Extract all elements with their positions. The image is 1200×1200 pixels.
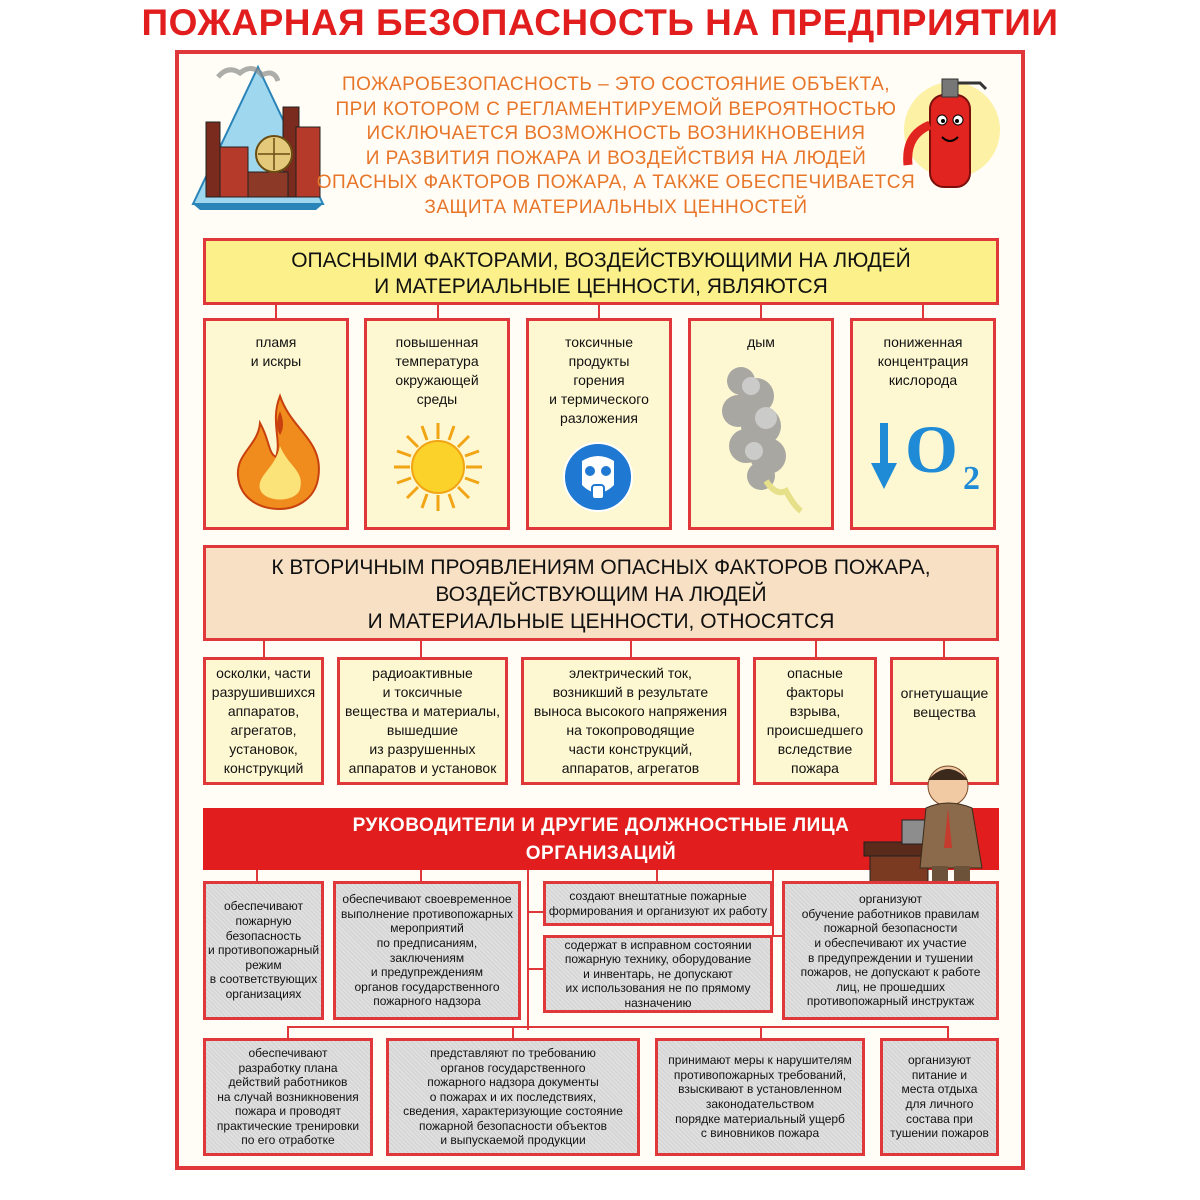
connector [815,641,817,657]
item-text: пожара [791,760,839,776]
secondary-item-fragments [203,657,324,785]
duty-text: и инвентарь, не допускают [583,966,733,981]
factor-text: среды [416,391,458,407]
factor-text: разложения [560,410,638,426]
duty-text: создают внештатные пожарные [569,888,747,903]
duty-text: содержат в исправном состоянии [564,937,752,952]
duty-text: пожарной безопасности объектов [418,1118,608,1133]
duty-text: выполнение противопожарных [341,906,513,921]
connector [527,870,529,1030]
duty-text: мероприятий [390,921,464,936]
duty-text: и обеспечивают их участие [814,935,967,950]
factor-text: пониженная [883,334,963,350]
header-line: ОПАСНЫМИ ФАКТОРАМИ, ВОЗДЕЙСТВУЮЩИМИ НА ЛЮДЕЙ [291,249,911,272]
factor-smoke [688,318,834,530]
header-line: ВОЗДЕЙСТВУЮЩИМ НА ЛЮДЕЙ [435,583,767,606]
duty-text: питание и [911,1067,968,1082]
intro-line: ОПАСНЫХ ФАКТОРОВ ПОЖАРА, А ТАКЖЕ ОБЕСПЕЧИВАЕТСЯ [316,172,916,193]
duty-text: организуют [858,892,923,907]
duty-text: и предупреждениям [370,965,484,980]
intro-line: ЗАЩИТА МАТЕРИАЛЬНЫХ ЦЕННОСТЕЙ [424,196,808,218]
intro-line: И РАЗВИТИЯ ПОЖАРА И ВОЗДЕЙСТВИЯ НА ЛЮДЕЙ [365,147,867,169]
item-text: вещества [913,704,976,720]
duty-text: на случай возникновения [217,1089,359,1104]
duty-text: состава при [906,1111,973,1126]
duty-text: лиц, не прошедших [835,979,946,994]
intro-line: ПОЖАРОБЕЗОПАСНОСТЬ – ЭТО СОСТОЯНИЕ ОБЪЕКТА, [341,74,891,95]
duty-text: организациях [225,986,302,1001]
connector [760,305,762,318]
duty-text: органов государственного [440,1060,586,1075]
header-line: И МАТЕРИАЛЬНЫЕ ЦЕННОСТИ, ЯВЛЯЮТСЯ [374,275,828,298]
duty-text: пожарного надзора [373,994,481,1009]
item-text: происшедшего [766,722,864,738]
item-text: аппаратов, [227,703,300,719]
factor-temperature [364,318,510,530]
header-line: И МАТЕРИАЛЬНЫЕ ЦЕННОСТИ, ОТНОСЯТСЯ [367,610,835,633]
item-text: опасные [787,665,843,681]
duty-text: пожарную технику, оборудование [564,952,752,967]
oxygen-symbol: O [905,411,958,487]
factor-text: пламя [255,334,297,350]
duty-text: пожара и проводят [235,1104,341,1119]
factor-text: горения [573,372,625,388]
factor-text: токсичные [564,334,634,350]
duty-action-plan [203,1038,373,1156]
item-text: разрушившихся [211,684,316,700]
item-text: взрыва, [789,703,841,719]
oxygen-subscript: 2 [963,460,980,497]
factor-oxygen [850,318,996,530]
duty-text: и выпускаемой продукции [440,1133,586,1148]
item-text: и токсичные [382,684,463,700]
item-text: на токопроводящие [566,722,695,738]
item-text: установок, [229,741,298,757]
flame-icon [230,391,330,511]
connector [287,1026,947,1028]
fire-safety-definition [316,73,916,220]
item-text: огнетушащие [900,685,989,701]
duty-text: тушении пожаров [890,1126,989,1141]
duty-text: организуют [907,1053,972,1068]
item-text: из разрушенных [369,741,476,757]
secondary-item-explosion [753,657,877,785]
item-text: агрегатов, [230,722,297,738]
page-title: ПОЖАРНАЯ БЕЗОПАСНОСТЬ НА ПРЕДПРИЯТИИ [141,2,1059,43]
item-text: электрический ток, [569,665,692,681]
duty-text: для личного [905,1097,974,1111]
factor-toxic [526,318,672,530]
connector [598,305,600,318]
duty-text: назначению [624,995,692,1010]
connector [947,1026,949,1038]
duty-text: пожарного надзора документы [427,1075,599,1090]
connector [275,305,277,318]
factor-text: продукты [568,353,630,369]
duty-text: практические тренировки [216,1118,360,1133]
duty-text: взыскивают в установленном [678,1082,842,1097]
duty-text: противопожарный инструктаж [806,994,975,1009]
item-text: возникший в результате [552,684,709,700]
factor-text: дым [747,334,775,350]
arrow-down-icon [871,421,897,491]
connector [512,1026,514,1038]
duty-submit-documents [386,1038,640,1156]
intro-line: ПРИ КОТОРОМ С РЕГЛАМЕНТИРУЕМОЙ ВЕРОЯТНОСТЬЮ [335,98,897,120]
duty-text: законодательством [705,1097,815,1111]
item-text: радиоактивные [372,665,473,681]
duty-text: заключениям [389,950,465,965]
duty-timely-measures [333,881,521,1020]
factor-text: повышенная [395,334,479,350]
header-line: ОРГАНИЗАЦИЙ [525,843,677,864]
duty-ensure-fire-safety [203,881,324,1020]
duty-text: с виновников пожара [700,1126,820,1141]
factor-text: кислорода [888,372,958,388]
duty-text: обучение работников правилам [801,906,980,921]
duty-text: пожарной безопасности [823,921,958,936]
duty-text: их использования не по прямому [565,981,751,996]
duty-text: сведения, характеризующие состояние [403,1104,623,1119]
duty-penalize-violators [655,1038,865,1156]
duty-training [782,881,999,1020]
duty-text: о пожарах и их последствиях, [429,1089,597,1104]
connector [922,305,924,318]
connector [943,641,945,657]
duty-text: безопасность [225,928,302,943]
factory-icon [188,62,328,212]
connector [263,641,265,657]
duty-text: обеспечивают своевременное [342,892,512,907]
factor-text: концентрация [877,353,969,369]
factor-text: температура [395,353,479,369]
duty-text: обеспечивают [224,899,303,914]
duty-text: обеспечивают [248,1045,328,1060]
item-text: осколки, части [216,665,311,681]
item-text: части конструкций, [568,741,693,757]
factor-flame [203,318,349,530]
duty-text: пожаров, не допускают к работе [800,965,981,980]
duty-text: порядке материальный ущерб [675,1111,845,1126]
gas-mask-icon [562,441,634,513]
sun-icon [392,421,484,513]
connector [287,1026,289,1038]
factor-text: и искры [250,353,302,369]
hazard-factors-header [203,238,999,305]
item-text: факторы [786,684,844,700]
secondary-item-radioactive [337,657,508,785]
item-text: конструкций [223,760,304,776]
item-text: вышедшие [386,722,459,738]
connector [760,1026,762,1038]
duty-text: разработку плана [238,1060,338,1075]
duty-text: режим [245,957,282,972]
duty-maintain-equipment [543,935,773,1013]
duty-create-units [543,881,773,926]
duty-text: и противопожарный [207,943,320,958]
duty-organize-food [880,1038,999,1156]
duty-text: органов государственного [354,979,500,994]
smoke-icon [706,356,821,526]
duty-text: в соответствующих [209,972,318,987]
duty-text: формирования и организуют их работу [548,903,768,918]
duty-text: по его отработке [241,1133,335,1148]
connector [420,641,422,657]
intro-line: ИСКЛЮЧАЕТСЯ ВОЗМОЖНОСТЬ ВОЗНИКНОВЕНИЯ [366,123,866,144]
secondary-factors-header [203,545,999,641]
duty-text: пожарную [235,914,292,929]
factor-text: и термического [549,391,649,407]
header-line: РУКОВОДИТЕЛИ И ДРУГИЕ ДОЛЖНОСТНЫЕ ЛИЦА [352,815,850,836]
duty-text: действий работников [228,1075,348,1090]
header-line: К ВТОРИЧНЫМ ПРОЯВЛЕНИЯМ ОПАСНЫХ ФАКТОРОВ ПОЖАРА, [271,556,931,579]
duty-text: представляют по требованию [430,1045,596,1060]
item-text: вследствие [777,741,853,757]
item-text: аппаратов, агрегатов [561,760,700,776]
duty-text: противопожарных требований, [673,1067,847,1082]
duty-text: принимают меры к нарушителям [668,1053,852,1068]
duty-text: в предупреждении и тушении [807,950,974,965]
item-text: вещества и материалы, [345,703,500,719]
duty-text: места отдыха [901,1082,978,1097]
item-text: выноса высокого напряжения [533,703,728,719]
connector [437,305,439,318]
secondary-item-electric [521,657,740,785]
duty-text: по предписаниям, [376,935,478,950]
factor-text: окружающей [395,372,479,388]
item-text: аппаратов и установок [348,760,497,776]
connector [630,641,632,657]
